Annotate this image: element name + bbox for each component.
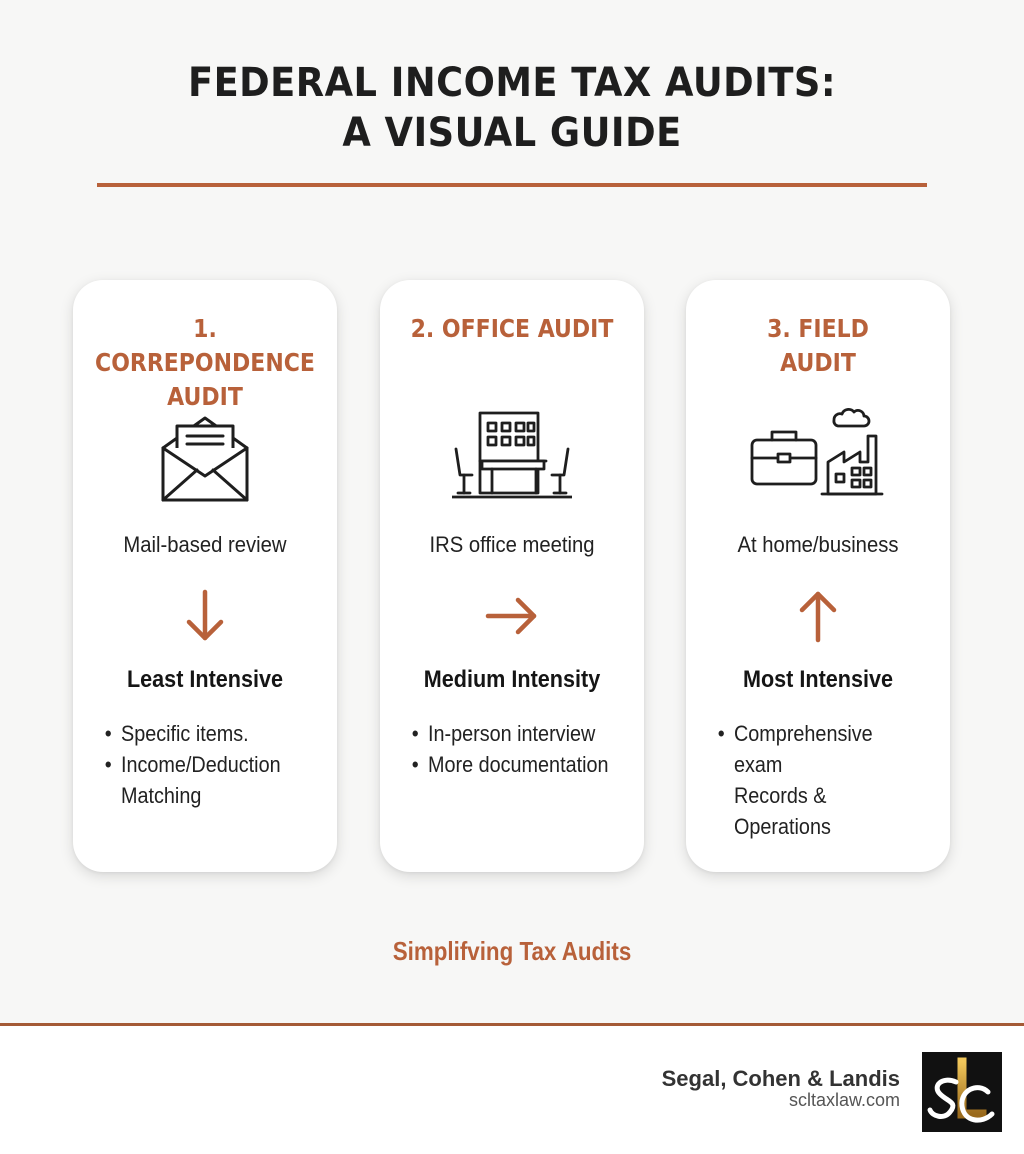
office-building-icon (380, 404, 644, 504)
card-description: At home/business (737, 532, 899, 557)
card-title-line-1: 2. OFFICE AUDIT (410, 314, 614, 343)
bullet-list (410, 718, 617, 780)
briefcase-factory-icon (686, 404, 950, 504)
envelope-icon (73, 404, 337, 504)
card-description: IRS office meeting (429, 532, 595, 557)
card-office-audit (380, 280, 644, 872)
page-title-line-1: FEDERAL INCOME TAX AUDITS: (187, 60, 837, 106)
card-title-line-2: AUDIT (780, 348, 856, 377)
bullet-list (103, 718, 310, 811)
intensity-label: Least Intensive (126, 666, 284, 693)
intensity-label: Medium Intensity (423, 666, 601, 693)
list-item: • Income/Deduction (103, 749, 310, 780)
card-field-audit (686, 280, 950, 872)
intensity-label: Most Intensive (742, 666, 894, 693)
card-correspondence-audit (73, 280, 337, 872)
card-title (89, 312, 321, 414)
bullet-list (716, 718, 923, 842)
card-title (702, 312, 934, 380)
arrow-right-icon (380, 588, 644, 644)
list-item: • More documentation (410, 749, 617, 780)
scl-logo-icon (922, 1052, 1002, 1132)
list-item: Matching (121, 783, 202, 808)
title-divider (97, 183, 927, 187)
list-item: • Specific items. (103, 718, 310, 749)
card-title-line-2: AUDIT (167, 382, 243, 411)
arrow-down-icon (73, 588, 337, 644)
card-title-line-1: 1. CORREPONDENCE (95, 314, 315, 377)
arrow-up-icon (686, 588, 950, 644)
card-title (396, 312, 628, 346)
list-item: Records & Operations (734, 783, 831, 839)
card-title-line-1: 3. FIELD (767, 314, 869, 343)
page-title-line-2: A VISUAL GUIDE (342, 110, 682, 156)
list-item: • In-person interview (410, 718, 617, 749)
firm-name: Segal, Cohen & Landis (661, 1066, 900, 1091)
firm-url[interactable]: scltaxlaw.com (788, 1090, 900, 1110)
list-item: • Comprehensive exam (716, 718, 923, 780)
card-description: Mail-based review (123, 532, 287, 557)
page-title (41, 58, 983, 158)
subtitle: Simplifving Tax Audits (392, 936, 632, 966)
footer (0, 1026, 1024, 1154)
